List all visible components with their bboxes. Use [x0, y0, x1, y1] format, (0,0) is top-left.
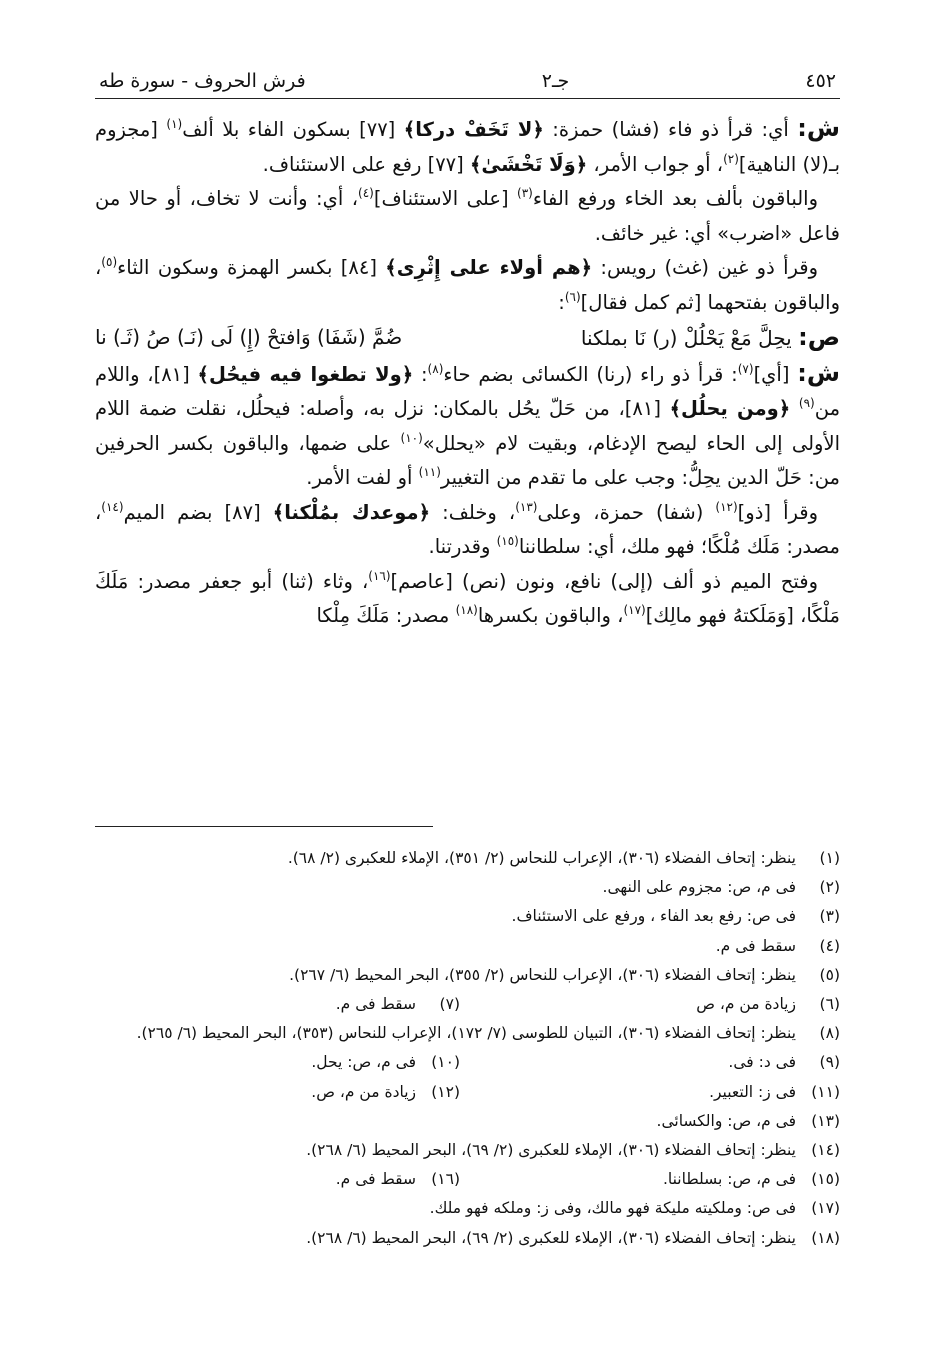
- footnote-ref: (٦): [564, 289, 581, 304]
- footnote-ref: (٩): [798, 396, 815, 410]
- footnote-item: (١٣) فى م، ص: والكسائى.: [656, 1111, 840, 1130]
- poem-hemistich-1: ص: يحِلَّ مَعْ يَحْلُلْ (ر) نَا بملكنا: [580, 323, 840, 351]
- footnote-ref: (١٥): [496, 534, 519, 548]
- paragraph-4: ش: [أي]$^{(٧)}$: قرأ ذو راء (رنا) الكسائى بضم حاء$^{(٨)}$: ﴿ولا تطغوا فيه فيحُل﴾ [٨١]، واللام من$^{(٩)}$ ﴿ومن يحلُل﴾ [٨١]، من حَلّ يحُل بالمكان: نزل به، وأصله: فيحلُل، نقلت ضمة اللام الأولى إلى الحاء ليصح الإدغام، وبقيت لام «يحلل»$^{(١٠)}$ على ضمها، والباقون بكسر الحرفين من: حَلّ الدين يحِلُّ: وجب على ما تقدم من التغيير$^{(١١)}$ أو لفت الأمر.: [95, 358, 841, 489]
- sharh-label: ش:: [797, 358, 840, 387]
- paragraph-3: وقرأ ذو غين (غث) رويس: ﴿هم أولاء على إِثْرِى﴾ [٨٤] بكسر الهمزة وسكون الثاء$^{(٥)}$، والباقون بفتحهما [ثم كمل فقال]$^{(٦)}$:: [95, 255, 840, 314]
- footnote-ref: (١٨): [455, 603, 478, 617]
- main-text: [95, 111, 840, 634]
- footnote-pair: (١٥) فى م، ص: بسلطاننا. (١٦) سقط فى م.: [335, 1170, 840, 1189]
- section-title: فرش الحروف - سورة طه: [99, 70, 306, 92]
- volume-label: جـ٢: [541, 70, 570, 92]
- footnote-item: (٥) ينظر: إتحاف الفضلاء (٣٠٦)، الإعراب للنحاس (٢/ ٣٥٥)، البحر المحيط (٦/ ٢٦٧).: [289, 965, 840, 984]
- footnote-pair: (٩) فى د: فى. (١٠) فى م، ص: يحل.: [311, 1053, 840, 1072]
- page-number: ٤٥٢: [805, 70, 836, 92]
- footnote-ref: (١١): [418, 465, 441, 479]
- footnote-item: (١٧) فى ص: وملكيته مليكة فهو مالك، وفى ز: وملكه فهو ملك.: [429, 1199, 840, 1218]
- footnote-item: (١) ينظر: إتحاف الفضلاء (٣٠٦)، الإعراب للنحاس (٢/ ٣٥١)، الإملاء للعكبرى (٢/ ٦٨).: [287, 849, 840, 867]
- poem-verse: [95, 320, 840, 356]
- paragraph-6: وفتح الميم ذو ألف (إلى) نافع، ونون (نص) [عاصم]$^{(١٦)}$، وثاء (ثنا) أبو جعفر مصدر: مَلَكَ مَلْكًا، [وَمَلَكتهُ فهو مالِك]$^{(١٧)}$، والباقون بكسرها$^{(١٨)}$ مصدر: مَلَكَ مِلْكا: [95, 568, 840, 627]
- footnote-ref: (١٠): [400, 430, 423, 445]
- footnote-item: (١٤) ينظر: إتحاف الفضلاء (٣٠٦)، الإملاء للعكبرى (٢/ ٦٩)، البحر المحيط (٦/ ٢٦٨).: [306, 1141, 840, 1160]
- footnote-ref: (٨): [427, 361, 444, 376]
- footnote-ref: (١٧): [623, 603, 646, 617]
- footnote-ref: (٧): [737, 361, 754, 376]
- footnote-item: (٨) ينظر: إتحاف الفضلاء (٣٠٦)، التبيان للطوسى (٧/ ١٧٢)، الإعراب للنحاس (٣٥٣)، البحر المحيط (٦/ ٢٦٥).: [136, 1024, 840, 1043]
- footnotes: [95, 844, 840, 1253]
- footnote-ref: (٤): [358, 186, 374, 200]
- quran-quote: ﴿وَلَا تَخْشَىٰ﴾: [469, 152, 588, 176]
- footnote-ref: (٢): [723, 151, 739, 166]
- running-header: [95, 58, 840, 99]
- quran-quote: ﴿هم أولاء على إِثْرِى﴾: [385, 256, 593, 279]
- footnote-ref: (٣): [517, 186, 533, 200]
- footnote-ref: (٥): [101, 255, 118, 269]
- quran-quote: ﴿ومن يحلُل﴾: [669, 397, 791, 420]
- footnote-ref: (١٦): [368, 568, 391, 583]
- book-page: [95, 58, 841, 1247]
- footnote-pair: (٦) زيادة من م، ص (٧) سقط فى م.: [335, 995, 840, 1014]
- footnote-item: (٣) فى ص: رفع بعد الفاء ، ورفع على الاستئناف.: [511, 907, 840, 926]
- footnote-separator: [95, 826, 433, 827]
- quran-quote: ﴿ولا تطغوا فيه فيحُل﴾: [197, 362, 414, 386]
- quran-quote: ﴿لا تَخَفْ دركا﴾: [403, 118, 544, 141]
- footnote-item: (٤) سقط فى م.: [715, 936, 840, 955]
- poem-hemistich-2: ضُمَّ (شَفَا) وَافتحْ (إِ) لَى (نَـ) صُ (ثَـ) نا: [95, 325, 403, 349]
- matn-label: ص:: [798, 323, 840, 351]
- paragraph-2: والباقون بألف بعد الخاء ورفع الفاء$^{(٣)}$ [على الاستئناف]$^{(٤)}$، أي: وأنت لا تخاف، أو حالا من فاعل «اضرب» أي: غير خائف.: [95, 186, 840, 245]
- footnote-item: (١٨) ينظر: إتحاف الفضلاء (٣٠٦)، الإملاء للعكبرى (٢/ ٦٩)، البحر المحيط (٦/ ٢٦٨).: [306, 1228, 840, 1247]
- quran-quote: ﴿موعدك بمُلْكنا﴾: [272, 500, 431, 524]
- paragraph-1: ش: أي: قرأ ذو فاء (فشا) حمزة: ﴿لا تَخَفْ دركا﴾ [٧٧] بسكون الفاء بلا ألف$^{(١)}$ [مجزوم بـ(لا) الناهية]$^{(٢)}$، أو جواب الأمر، ﴿وَلَا تَخْشَىٰ﴾ [٧٧] رفع على الاستئناف.: [95, 114, 840, 176]
- footnote-pair: (١١) فى ز: التعبير. (١٢) زيادة من م، ص.: [311, 1082, 840, 1101]
- footnote-ref: (١): [166, 117, 183, 131]
- footnote-ref: (١٢): [715, 499, 738, 514]
- footnote-ref: (١٤): [101, 499, 124, 514]
- sharh-label: ش:: [797, 114, 840, 142]
- paragraph-5: وقرأ [ذو]$^{(١٢)}$ (شفا) حمزة، وعلى$^{(١٣)}$، وخلف: ﴿موعدك بمُلْكنا﴾ [٨٧] بضم الميم$^{(١٤)}$، مصدر: مَلَك مُلْكًا؛ فهو ملك، أي: سلطاننا$^{(١٥)}$ وقدرتنا.: [95, 499, 840, 558]
- footnote-ref: (١٣): [515, 499, 538, 514]
- footnote-item: (٢) فى م، ص: مجزوم على النهى.: [602, 878, 840, 897]
